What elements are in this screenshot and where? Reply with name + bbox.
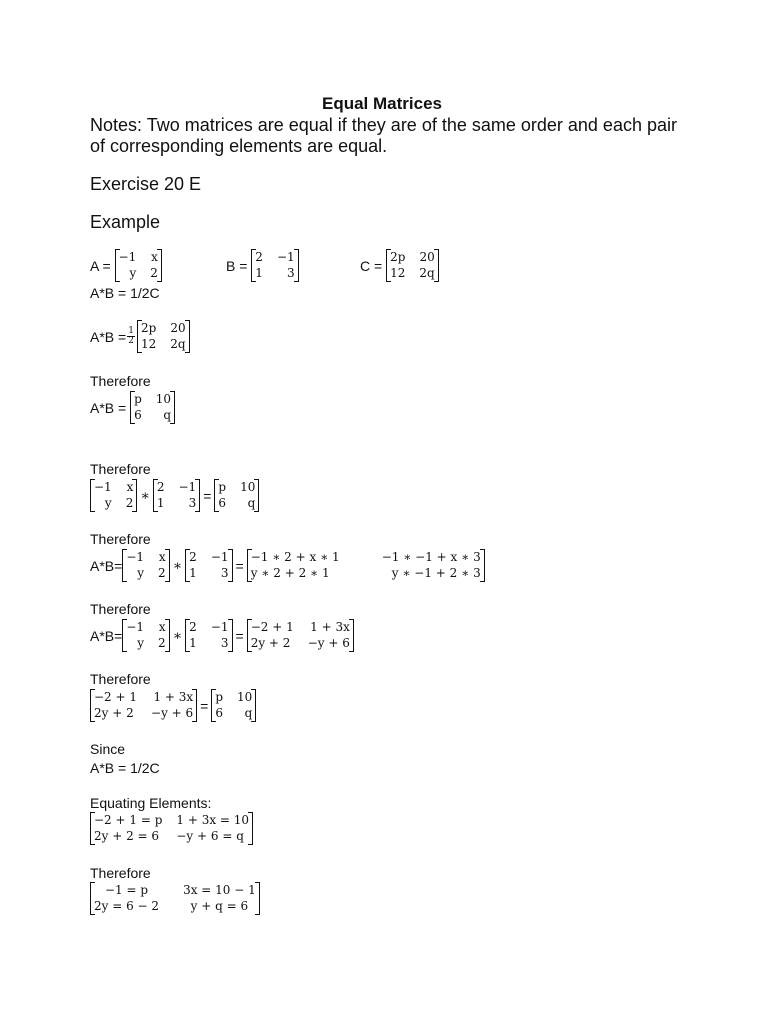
matrix-cell: x [151, 250, 158, 264]
matrix-cell: q [163, 408, 172, 422]
matrix-cell: 1 [156, 496, 165, 510]
matrix-cell: −2 + 1 [250, 620, 294, 634]
matrix-cell: −1 ∗ −1 + x ∗ 3 [381, 550, 481, 564]
label-c: C = [360, 257, 383, 274]
matrix-cell: 3 [220, 636, 229, 650]
matrix-solved [90, 882, 260, 915]
matrix-simplified [90, 689, 197, 722]
matrix-cell: −y + 6 [307, 636, 350, 650]
matrix-cell: 3 [287, 266, 295, 280]
matrix-equated [90, 812, 253, 845]
matrix-cell: −1 [94, 480, 112, 494]
matrix-cell: 2q [419, 266, 435, 280]
simplified-result-equation [90, 689, 256, 722]
matrix-cell: −1 [118, 250, 137, 264]
matrix-cell: p [215, 690, 224, 704]
matrix-result [214, 479, 259, 512]
matrix-cell: −1 ∗ 2 + x ∗ 1 [250, 550, 340, 564]
matrix-a [122, 549, 169, 582]
matrix-cell: y [104, 496, 112, 510]
label-ab: A*B = [90, 328, 127, 345]
relation-line: A*B = 1/2C [90, 760, 160, 776]
label-b: B = [226, 257, 248, 274]
label-ab: A*B= [90, 557, 123, 574]
page-title: Equal Matrices [322, 94, 442, 113]
matrix-c [137, 320, 190, 353]
matrix-b [185, 549, 232, 582]
matrix-cell: 10 [240, 480, 256, 494]
matrix-cell: 2 [156, 480, 165, 494]
matrix-simplified [247, 619, 354, 652]
matrix-cell: 1 + 3x [153, 690, 194, 704]
matrix-result [211, 689, 256, 722]
matrix-b [251, 249, 298, 282]
matrix-b [185, 619, 232, 652]
matrix-cell: y ∗ −1 + 2 ∗ 3 [391, 566, 481, 580]
matrix-cell: 2 [189, 550, 197, 564]
multiply-sign: ∗ [172, 627, 183, 644]
matrix-cell: −1 [210, 620, 229, 634]
matrix-cell: −1 [178, 480, 197, 494]
matrix-a [122, 619, 169, 652]
label-ab: A*B = [90, 399, 127, 416]
half-c-equation [90, 320, 190, 353]
matrix-cell: y [129, 266, 137, 280]
matrix-cell: 2 [158, 636, 166, 650]
matrix-cell: 3 [188, 496, 197, 510]
matrix-cell: −1 [126, 550, 145, 564]
matrix-cell: 2y + 2 [250, 636, 291, 650]
equals-sign: = [235, 627, 244, 644]
matrix-cell: 10 [155, 392, 172, 406]
matrix-cell: 12 [140, 337, 157, 351]
matrix-cell: 2q [170, 337, 186, 351]
matrix-cell: 6 [134, 408, 142, 422]
matrix-cell: 20 [419, 250, 435, 264]
matrix-cell: q [247, 496, 256, 510]
half-fraction [127, 327, 135, 346]
matrix-cell: −y + 6 = q [176, 829, 244, 843]
matrix-cell: −1 [210, 550, 229, 564]
matrix-cell: −2 + 1 = p [94, 813, 163, 827]
equated-equation [90, 812, 253, 845]
matrix-expanded [247, 549, 485, 582]
matrix-cell: 2 [150, 266, 158, 280]
example-heading: Example [90, 212, 161, 232]
matrix-cell: −1 = p [105, 883, 149, 897]
simplified-equation [90, 619, 354, 652]
equals-sign: = [235, 557, 244, 574]
matrix-cell: y [137, 566, 145, 580]
equals-sign: = [200, 697, 209, 714]
notes-line-2: of corresponding elements are equal. [90, 136, 388, 156]
notes-line-1: Notes: Two matrices are equal if they are of the same order and each pair [90, 115, 677, 135]
matrix-b-definition [226, 249, 299, 282]
matrix-cell: 10 [237, 690, 253, 704]
matrix-cell: 2y + 2 = 6 [94, 829, 160, 843]
matrix-cell: y + q = 6 [190, 899, 249, 913]
matrix-cell: 1 + 3x = 10 [176, 813, 250, 827]
multiply-sign: ∗ [172, 557, 183, 574]
fraction-numerator: 1 [128, 326, 134, 336]
matrix-cell: −2 + 1 [94, 690, 138, 704]
matrix-cell: 1 [189, 566, 197, 580]
therefore-label: Therefore [90, 865, 151, 881]
matrix-a [90, 479, 137, 512]
equating-label: Equating Elements: [90, 795, 212, 811]
relation-line: A*B = 1/2C [90, 285, 160, 301]
matrix-cell: 1 [255, 266, 263, 280]
matrix-cell: p [134, 392, 142, 406]
expanded-equation [90, 549, 485, 582]
since-label: Since [90, 741, 126, 757]
matrix-cell: −1 [126, 620, 145, 634]
matrix-cell: 6 [215, 706, 223, 720]
matrix-cell: x [126, 480, 134, 494]
matrix-result [130, 391, 175, 424]
therefore-label: Therefore [90, 531, 151, 547]
multiply-sign: ∗ [140, 487, 150, 504]
matrix-cell: y ∗ 2 + 2 ∗ 1 [250, 566, 330, 580]
therefore-label: Therefore [90, 601, 151, 617]
label-ab: A*B= [90, 627, 123, 644]
matrix-cell: −y + 6 [151, 706, 194, 720]
matrix-cell: 2y + 2 [94, 706, 134, 720]
matrix-c [386, 249, 439, 282]
matrix-cell: 2 [189, 620, 197, 634]
matrix-cell: 12 [390, 266, 406, 280]
matrix-cell: 2 [125, 496, 134, 510]
therefore-label: Therefore [90, 461, 151, 477]
matrix-cell: 2y = 6 − 2 [94, 899, 160, 913]
matrix-cell: 1 [189, 636, 197, 650]
result-equation [90, 391, 175, 424]
matrix-cell: x [158, 620, 166, 634]
matrix-b [153, 479, 200, 512]
matrix-cell: 2 [158, 566, 166, 580]
therefore-label: Therefore [90, 373, 151, 389]
matrix-a-definition [90, 249, 162, 282]
exercise-heading: Exercise 20 E [90, 174, 202, 194]
fraction-denominator: 2 [128, 336, 134, 346]
matrix-cell: y [137, 636, 145, 650]
matrix-cell: p [218, 480, 227, 494]
matrix-a [115, 249, 162, 282]
equals-sign: = [203, 487, 212, 504]
matrix-cell: 2p [140, 321, 157, 335]
label-a: A = [90, 257, 111, 274]
therefore-label: Therefore [90, 671, 151, 687]
matrix-cell: 3x = 10 − 1 [183, 883, 256, 897]
matrix-c-definition [360, 249, 439, 282]
matrix-cell: q [244, 706, 253, 720]
matrix-cell: 6 [218, 496, 227, 510]
product-equation [90, 479, 259, 512]
matrix-cell: x [158, 550, 166, 564]
matrix-cell: 2 [255, 250, 263, 264]
matrix-cell: −1 [276, 250, 295, 264]
matrix-cell: 2p [390, 250, 406, 264]
matrix-cell: 1 + 3x [310, 620, 350, 634]
matrix-cell: 20 [170, 321, 186, 335]
solved-equation [90, 882, 260, 915]
matrix-cell: 3 [220, 566, 229, 580]
